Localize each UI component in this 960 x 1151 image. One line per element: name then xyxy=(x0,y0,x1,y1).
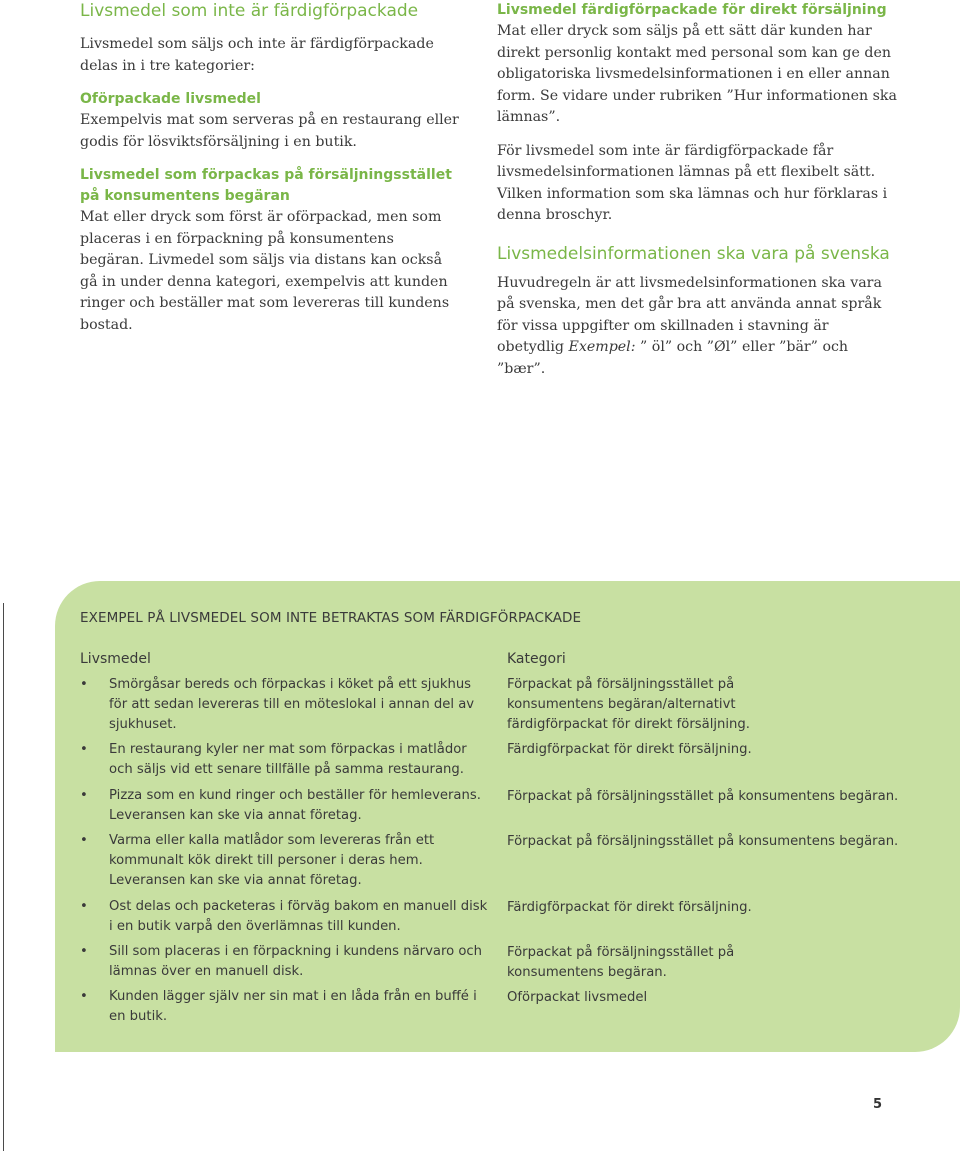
bullet-icon: • xyxy=(80,788,88,803)
bullet-icon: • xyxy=(80,833,88,848)
example-row-food xyxy=(80,831,490,891)
intro-paragraph: Livsmedel som säljs och inte är färdigförpackade delas in i tre kategorier: xyxy=(80,36,434,74)
food-text: Kunden lägger själv ner sin mat i en låda från en buffé i en butik. xyxy=(109,989,477,1024)
bullet-icon: • xyxy=(80,944,88,959)
example-row-category: Förpackat på försäljningsstället på konsumentens begäran/alternativt färdigförpackat för direkt försäljning. xyxy=(507,677,750,732)
food-text: Smörgåsar bereds och förpackas i köket på ett sjukhus för att sedan levereras till en möteslokal i annan del av sjukhuset. xyxy=(109,677,475,732)
example-label: Exempel: xyxy=(568,339,636,355)
example-row-category: Förpackat på försäljningsstället på konsumentens begäran. xyxy=(507,789,899,804)
bullet-icon: • xyxy=(80,742,88,757)
example-row-food xyxy=(80,740,490,780)
packed-on-request-paragraph: Mat eller dryck som först är oförpackad, men som placeras i en förpackning på konsumentens begäran. Livmedel som säljs via distans kan också gå in under denna kategori, exempelvis att kunden ringer och beställer mat som levereras till kundens bostad. xyxy=(80,209,450,333)
subheading-packed-on-request: Livsmedel som förpackas på försäljningsstället på konsumentens begäran xyxy=(80,167,452,204)
bullet-icon: • xyxy=(80,989,88,1004)
example-row-category: Förpackat på försäljningsstället på konsumentens begäran. xyxy=(507,834,899,849)
page-number: 5 xyxy=(873,1097,883,1112)
flexible-information-paragraph: För livsmedel som inte är färdigförpackade får livsmedelsinformationen lämnas på ett flexibelt sätt. Vilken information som ska lämnas och hur förklaras i denna broschyr. xyxy=(497,142,888,223)
subheading-unpacked-food: Oförpackade livsmedel xyxy=(80,91,261,107)
example-row-food xyxy=(80,675,490,735)
left-column xyxy=(80,0,460,336)
food-text: Varma eller kalla matlådor som levereras från ett kommunalt kök direkt till personer i deras hem. Leveransen kan ske via annat företag. xyxy=(109,833,435,888)
subheading-prepacked-direct-sale: Livsmedel färdigförpackade för direkt försäljning xyxy=(497,2,887,18)
example-text: ” öl” och ”Øl” eller ”bär” och ”bær”. xyxy=(497,339,849,377)
example-row-category: Färdigförpackat för direkt försäljning. xyxy=(507,900,752,915)
example-row-category: Oförpackat livsmedel xyxy=(507,990,648,1005)
column-header-food: Livsmedel xyxy=(80,651,151,667)
example-row-category: Färdigförpackat för direkt försäljning. xyxy=(507,742,752,757)
example-row-food xyxy=(80,987,490,1027)
page-edge-rule xyxy=(3,603,4,1151)
swedish-language-text: Huvudregeln är att livsmedelsinformationen ska vara på svenska, men det går bra att använda annat språk för vissa uppgifter om skillnaden i stavning är obetydlig xyxy=(497,274,882,355)
food-text: En restaurang kyler ner mat som förpackas i matlådor och säljs vid ett senare tillfälle på samma restaurang. xyxy=(109,742,467,777)
example-box xyxy=(55,581,960,1052)
example-box-title: EXEMPEL PÅ LIVSMEDEL SOM INTE BETRAKTAS SOM FÄRDIGFÖRPACKADE xyxy=(80,610,582,626)
example-row-food xyxy=(80,786,490,826)
example-row-food xyxy=(80,897,490,937)
prepacked-direct-sale-paragraph: Mat eller dryck som säljs på ett sätt där kunden har direkt personlig kontakt med personal som kan ge den obligatoriska livsmedelsinformationen i en eller annan form. Se vidare under rubriken ”Hur informationen ska lämnas”. xyxy=(497,23,897,125)
section-heading-swedish: Livsmedelsinformationen ska vara på svenska xyxy=(497,243,890,264)
right-column xyxy=(497,0,897,380)
food-text: Pizza som en kund ringer och beställer för hemleverans. Leveransen kan ske via annat företag. xyxy=(109,788,481,823)
section-heading-not-prepacked: Livsmedel som inte är färdigförpackade xyxy=(80,1,419,21)
food-text: Sill som placeras i en förpackning i kundens närvaro och lämnas över en manuell disk. xyxy=(109,944,483,979)
bullet-icon: • xyxy=(80,677,88,692)
example-row-category: Förpackat på försäljningsstället på konsumentens begäran. xyxy=(507,945,735,980)
column-header-category: Kategori xyxy=(507,651,566,667)
bullet-icon: • xyxy=(80,899,88,914)
swedish-language-paragraph xyxy=(497,273,897,381)
example-row-food xyxy=(80,942,490,982)
unpacked-food-paragraph: Exempelvis mat som serveras på en restaurang eller godis för lösviktsförsäljning i en butik. xyxy=(80,112,459,150)
food-text: Ost delas och packeteras i förväg bakom en manuell disk i en butik varpå den överlämnas till kunden. xyxy=(109,899,488,934)
